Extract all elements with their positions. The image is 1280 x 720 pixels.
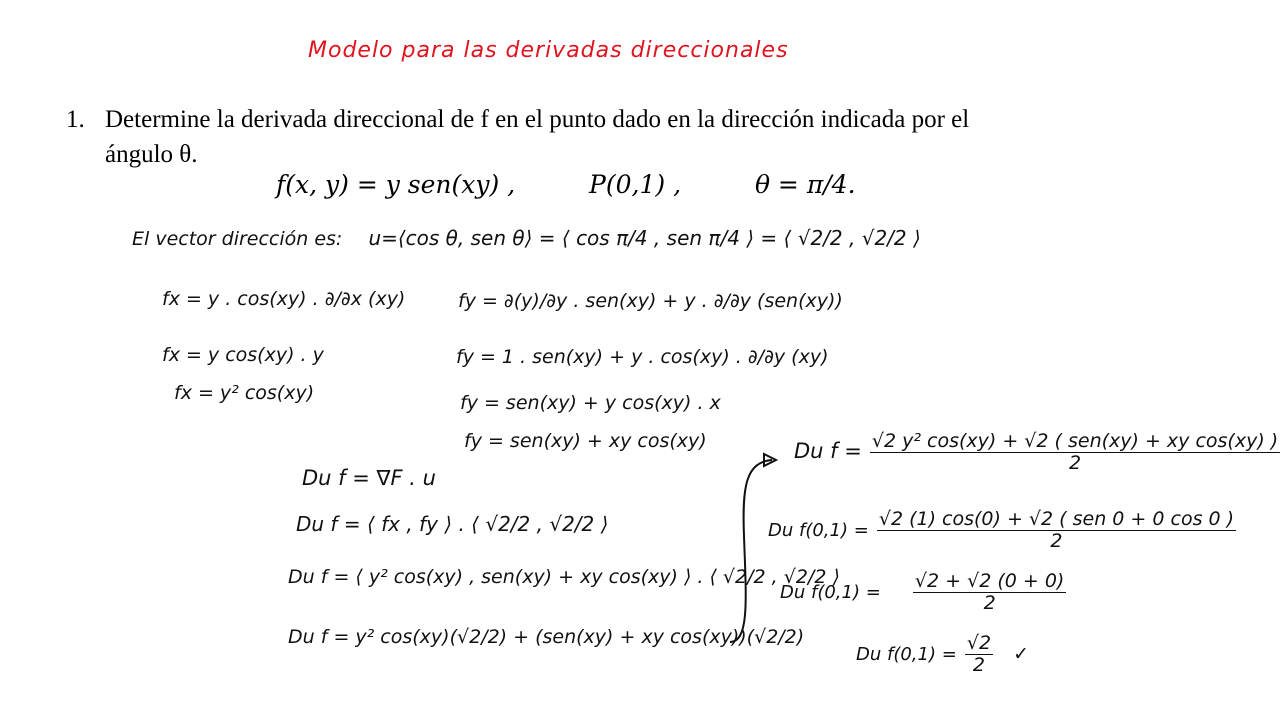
direction-expression: u=⟨cos θ, sen θ⟩ = ⟨ cos π/4 , sen π/4 ⟩ = ⟨ √2/2 , √2/2 ⟩ [368,226,921,250]
right-result-1-numerator: √2 y² cos(xy) + √2 ( sen(xy) + xy cos(xy) ) [871,430,1279,452]
right-result-4-denominator: 2 [972,654,985,676]
right-result-2-numerator: √2 (1) cos(0) + √2 ( sen 0 + 0 cos 0 ) [878,508,1235,530]
problem-text: Determine la derivada direccional de f en el punto dado en la dirección indicada por el ángulo θ. [105,106,970,168]
direction-line [132,226,921,250]
fx-step-3: fx = y² cos(xy) [174,382,315,404]
angle-expression: θ = π/4. [754,170,856,199]
right-result-2 [768,510,1238,551]
connector-arrow [728,446,808,666]
right-result-3 [780,572,1068,613]
right-result-3-numerator: √2 + √2 (0 + 0) [914,570,1065,592]
fy-step-1: fy = ∂(y)/∂y . sen(xy) + y . ∂/∂y (sen(xy)) [458,290,843,312]
duf-step-4: Du f = y² cos(xy)(√2/2) + (sen(xy) + xy cos(xy))(√2/2) [288,626,805,648]
problem-number: 1. [66,106,85,133]
duf-step-3: Du f = ⟨ y² cos(xy) , sen(xy) + xy cos(xy) ⟩ . ⟨ √2/2 , √2/2 ⟩ [288,566,840,588]
point-expression: P(0,1) , [589,170,682,199]
page-title: Modelo para las derivadas direccionales [308,38,789,63]
fx-step-1: fx = y . cos(xy) . ∂/∂x (xy) [162,288,406,310]
right-result-2-fraction [877,510,1236,551]
direction-label: El vector dirección es: [132,228,343,250]
fy-step-2: fy = 1 . sen(xy) + y . cos(xy) . ∂/∂y (xy) [456,346,829,368]
right-result-3-fraction [913,572,1066,613]
check-mark-icon: ✓ [1013,643,1030,665]
fx-step-2: fx = y cos(xy) . y [162,344,324,366]
right-result-3-denominator: 2 [983,592,996,614]
problem-statement [66,102,986,172]
right-result-1-lhs: Du f = [794,439,862,463]
fy-step-4: fy = sen(xy) + xy cos(xy) [464,430,707,452]
right-result-4-numerator: √2 [966,632,992,654]
right-result-4-lhs: Du f(0,1) = [856,644,957,665]
fy-step-3: fy = sen(xy) + y cos(xy) . x [460,392,721,414]
function-expression: f(x, y) = y sen(xy) , [276,170,516,199]
right-result-1 [794,432,1280,473]
right-result-1-denominator: 2 [1068,452,1082,474]
right-result-1-fraction [870,432,1280,473]
duf-step-1: Du f = ∇F . u [302,466,436,490]
right-result-2-denominator: 2 [1050,530,1063,552]
problem-formula [276,170,856,199]
duf-step-2: Du f = ⟨ fx , fy ⟩ . ⟨ √2/2 , √2/2 ⟩ [296,512,609,536]
right-result-2-lhs: Du f(0,1) = [768,520,869,541]
right-result-4 [856,634,1029,675]
right-result-4-fraction [965,634,993,675]
right-result-3-lhs: Du f(0,1) = [780,582,881,603]
